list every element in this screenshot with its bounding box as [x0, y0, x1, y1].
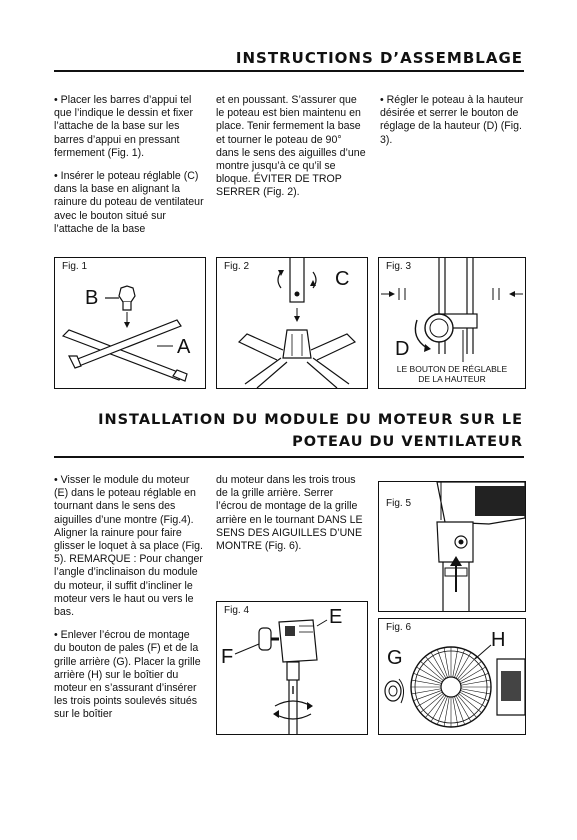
figure-label: Fig. 5 — [386, 498, 412, 509]
grille-spoke — [460, 673, 488, 683]
motor-column-2 — [216, 474, 366, 563]
part-letter-c: C — [335, 268, 350, 290]
grille-spoke — [413, 673, 441, 683]
part-letter-h: H — [491, 629, 506, 651]
figure-label: Fig. 3 — [386, 261, 412, 272]
figure-label: Fig. 2 — [224, 261, 250, 272]
assembly-column-3 — [380, 94, 525, 157]
section-title-motor-line2: POTEAU DU VENTILATEUR — [292, 434, 523, 450]
grille-spoke — [412, 680, 442, 685]
grille-spoke — [454, 649, 464, 677]
grille-spoke — [437, 649, 447, 677]
heading-rule — [54, 456, 524, 458]
figure-4 — [216, 601, 368, 735]
paragraph: • Enlever l’écrou de montage du bouton de pales (F) et de la grille arrière (G). Placer la grille arrière (H) sur le boîtier du moteur en s’assurant d’insérer les trois points soulevés situés sur le boîtier — [54, 629, 201, 721]
section-title-motor-line1: INSTALLATION DU MODULE DU MOTEUR SUR LE — [98, 412, 523, 428]
grille-spoke — [456, 652, 471, 678]
grille-spoke — [456, 696, 471, 722]
heading-rule — [54, 70, 524, 72]
figure-label: Fig. 6 — [386, 622, 412, 633]
part-letter-f: F — [221, 646, 234, 668]
figure-3-caption — [381, 364, 523, 384]
paragraph: • Visser le module du moteur (E) dans le poteau réglable en tournant dans le sens des aiguilles d’une montre (Fig.4). Aligner la rainure pour faire glisser le loquet à sa place (Fig. 5). REMARQUE : Pour changer l’angle d’inclinaison du module du moteur, il suffit d’incliner le moteur vers le haut ou vers le bas. — [54, 474, 203, 619]
paragraph: • Placer les barres d’appui tel que l’indique le dessin et fixer l’attache de la base sur les barres d’appui en pressant fermement (Fig. 1). — [54, 94, 193, 159]
caption-line: LE BOUTON DE RÉGLABLE — [396, 364, 508, 374]
part-letter-a: A — [177, 336, 191, 358]
grille-spoke — [431, 696, 446, 722]
grille-spoke — [416, 692, 442, 707]
figure-2 — [216, 257, 368, 389]
grille-spoke — [444, 697, 449, 727]
grille-spoke — [444, 648, 449, 678]
part-letter-b: B — [85, 287, 99, 309]
part-letter-g: G — [387, 647, 403, 669]
grille-spoke — [461, 689, 491, 694]
figure-label: Fig. 1 — [62, 261, 88, 272]
paragraph: • Insérer le poteau réglable (C) dans la base en alignant la rainure du poteau de ventilateur avec le bouton situé sur l’attache de la base — [54, 170, 204, 235]
motor-column-1 — [54, 474, 204, 732]
grille-spoke — [460, 692, 486, 707]
section-title-assembly: INSTRUCTIONS D’ASSEMBLAGE — [235, 49, 523, 67]
grille-spoke — [431, 652, 446, 678]
grille-spoke — [453, 697, 458, 727]
paragraph: • Régler le poteau à la hauteur désirée et serrer le bouton de réglage de la hauteur (D) (Fig. 3). — [380, 94, 524, 146]
grille-spoke — [453, 648, 458, 678]
assembly-column-2 — [216, 94, 366, 210]
grille-spoke — [412, 689, 442, 694]
grille-spoke — [416, 667, 442, 682]
motor-module-illustration — [217, 602, 367, 734]
grille-spoke — [437, 696, 447, 724]
caption-line: DE LA HAUTEUR — [418, 374, 486, 384]
grille-spoke — [460, 667, 486, 682]
figure-1 — [54, 257, 206, 389]
figure-6 — [378, 618, 526, 735]
part-letter-e: E — [329, 606, 343, 628]
grille-spoke — [454, 696, 464, 724]
part-letter-d: D — [395, 338, 410, 360]
figure-label: Fig. 4 — [224, 605, 250, 616]
paragraph: du moteur dans les trois trous de la grille arrière. Serrer l’écrou de montage de la grille arrière en le tournant DANS LE SENS DES AIGUILLES D’UNE MONTRE (Fig. 6). — [216, 474, 363, 553]
paragraph: et en poussant. S’assurer que le poteau est bien maintenu en place. Tenir fermement la base et tourner le poteau de 90° dans le sens des aiguilles d’une montre jusqu’à ce qu’il se bloque. ÉVITER DE TROP SERRER (Fig. 2). — [216, 94, 366, 199]
grille-spoke — [413, 690, 441, 700]
grille-spoke — [460, 690, 488, 700]
assembly-column-1 — [54, 94, 204, 246]
figure-3 — [378, 257, 526, 389]
grille-spoke — [461, 680, 491, 685]
base-cross-bars-illustration — [55, 258, 205, 388]
figure-5 — [378, 481, 526, 612]
